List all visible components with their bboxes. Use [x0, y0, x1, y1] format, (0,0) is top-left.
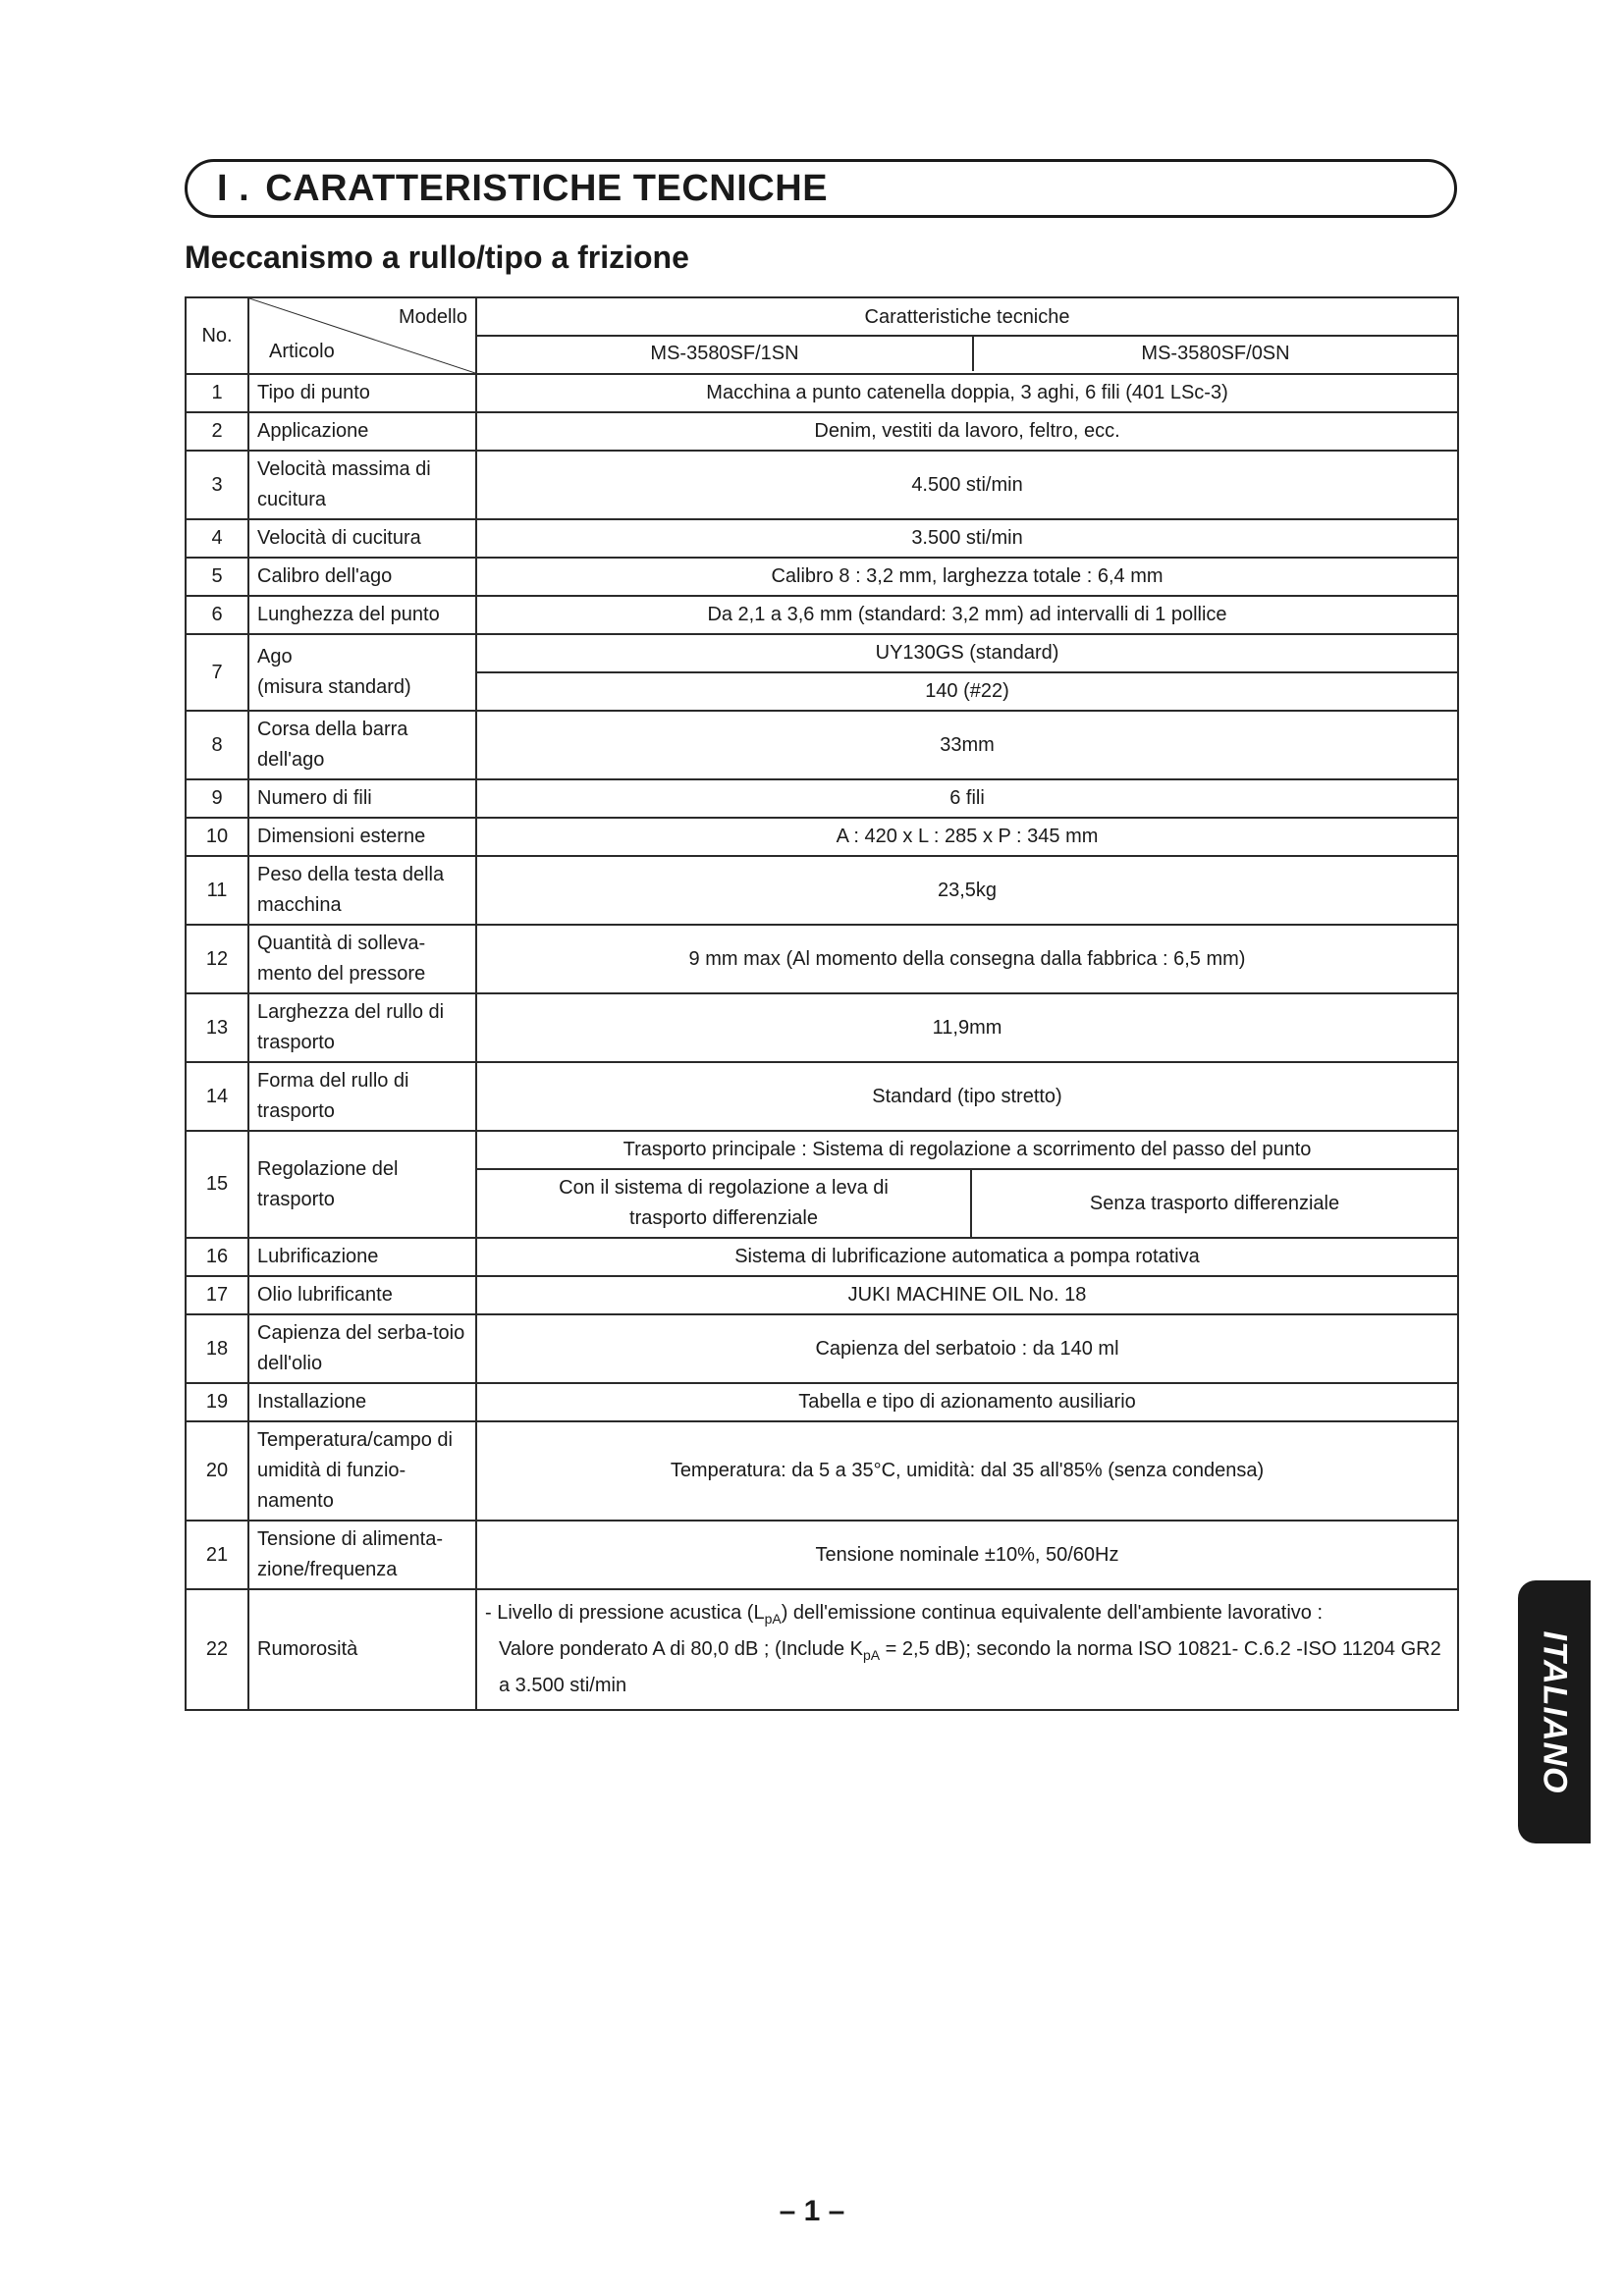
table-row [186, 1131, 1458, 1169]
row-item: Tipo di punto [248, 374, 476, 412]
subtitle: Meccanismo a rullo/tipo a frizione [185, 240, 689, 275]
row-item: Velocità massima di cucitura [248, 451, 476, 519]
section-title: CARATTERISTICHE TECNICHE [265, 167, 829, 209]
row-item [248, 634, 476, 711]
row-value: JUKI MACHINE OIL No. 18 [476, 1276, 1458, 1314]
page-number: – 1 – [779, 2195, 845, 2227]
row-value: 6 fili [476, 779, 1458, 818]
table-row [186, 412, 1458, 451]
row-value: 23,5kg [476, 856, 1458, 925]
table-header-row [186, 297, 1458, 374]
row-item: Capienza del serba-toio dell'olio [248, 1314, 476, 1383]
noise-text: ) dell'emissione continua equivalente dell'ambiente lavorativo : [781, 1602, 1324, 1624]
row-value: 140 (#22) [476, 672, 1458, 711]
table-row [186, 779, 1458, 818]
row-item: Lubrificazione [248, 1238, 476, 1276]
row-value: Temperatura: da 5 a 35°C, umidità: dal 35 all'85% (senza condensa) [476, 1421, 1458, 1521]
row-no: 4 [186, 519, 248, 558]
row-no: 17 [186, 1276, 248, 1314]
row-value: UY130GS (standard) [476, 634, 1458, 672]
row-no: 12 [186, 925, 248, 993]
language-tab [1518, 1580, 1591, 1843]
row-value: Standard (tipo stretto) [476, 1062, 1458, 1131]
row-item: Temperatura/campo di umidità di funzio-namento [248, 1421, 476, 1521]
table-row [186, 1383, 1458, 1421]
row-no: 18 [186, 1314, 248, 1383]
row-value: 3.500 sti/min [476, 519, 1458, 558]
row-item: Peso della testa della macchina [248, 856, 476, 925]
row-value: 33mm [476, 711, 1458, 779]
row-item: Rumorosità [248, 1589, 476, 1710]
row-value: Macchina a punto catenella doppia, 3 aghi, 6 fili (401 LSc-3) [476, 374, 1458, 412]
row-item: Forma del rullo di trasporto [248, 1062, 476, 1131]
row-no: 10 [186, 818, 248, 856]
noise-text: Valore ponderato A di 80,0 dB ; (Include K [499, 1638, 863, 1660]
row-no: 16 [186, 1238, 248, 1276]
row-item: Quantità di solleva-mento del pressore [248, 925, 476, 993]
section-title-box [185, 159, 1457, 218]
row-item: Tensione di alimenta-zione/frequenza [248, 1521, 476, 1589]
row-value: Tabella e tipo di azionamento ausiliario [476, 1383, 1458, 1421]
row-value-1sn: Con il sistema di regolazione a leva di trasporto differenziale [476, 1169, 971, 1238]
table-row [186, 818, 1458, 856]
row-no: 6 [186, 596, 248, 634]
row-value: Denim, vestiti da lavoro, feltro, ecc. [476, 412, 1458, 451]
row-no: 14 [186, 1062, 248, 1131]
header-model-1sn: MS-3580SF/1SN [477, 337, 974, 371]
noise-subscript: pA [863, 1647, 881, 1663]
row-item: Installazione [248, 1383, 476, 1421]
table-row [186, 1421, 1458, 1521]
row-no: 1 [186, 374, 248, 412]
table-row [186, 634, 1458, 672]
section-number: I . [217, 167, 250, 209]
row-item-line: (misura standard) [257, 676, 411, 698]
table-row [186, 1589, 1458, 1710]
noise-text: = 2,5 dB); secondo la norma ISO 10821- C.6.2 -ISO 11204 GR2 a 3.500 sti/min [499, 1638, 1441, 1696]
header-modello: Modello [398, 306, 467, 328]
row-no: 20 [186, 1421, 248, 1521]
row-item: Dimensioni esterne [248, 818, 476, 856]
row-no: 19 [186, 1383, 248, 1421]
row-no: 8 [186, 711, 248, 779]
row-item: Calibro dell'ago [248, 558, 476, 596]
noise-subscript: pA [764, 1611, 782, 1627]
row-no: 22 [186, 1589, 248, 1710]
language-tab-label: ITALIANO [1536, 1629, 1574, 1794]
row-value-noise [476, 1589, 1458, 1710]
row-no: 9 [186, 779, 248, 818]
row-value: Calibro 8 : 3,2 mm, larghezza totale : 6,4 mm [476, 558, 1458, 596]
row-item: Velocità di cucitura [248, 519, 476, 558]
row-no: 21 [186, 1521, 248, 1589]
row-value: Sistema di lubrificazione automatica a pompa rotativa [476, 1238, 1458, 1276]
noise-text: - Livello di pressione acustica (L [485, 1602, 765, 1624]
row-no: 15 [186, 1131, 248, 1238]
row-value: 9 mm max (Al momento della consegna dalla fabbrica : 6,5 mm) [476, 925, 1458, 993]
row-value: Capienza del serbatoio : da 140 ml [476, 1314, 1458, 1383]
table-row [186, 451, 1458, 519]
row-value: 4.500 sti/min [476, 451, 1458, 519]
row-item: Applicazione [248, 412, 476, 451]
row-no: 3 [186, 451, 248, 519]
row-no: 5 [186, 558, 248, 596]
table-row [186, 374, 1458, 412]
row-value: Da 2,1 a 3,6 mm (standard: 3,2 mm) ad intervalli di 1 pollice [476, 596, 1458, 634]
row-item: Lunghezza del punto [248, 596, 476, 634]
header-model-article [248, 297, 476, 374]
table-row [186, 711, 1458, 779]
row-value: Tensione nominale ±10%, 50/60Hz [476, 1521, 1458, 1589]
header-models-cell [476, 297, 1458, 374]
row-value-0sn: Senza trasporto differenziale [971, 1169, 1458, 1238]
header-articolo: Articolo [269, 341, 335, 362]
row-item: Olio lubrificante [248, 1276, 476, 1314]
header-caratteristiche: Caratteristiche tecniche [477, 300, 1457, 337]
table-row [186, 925, 1458, 993]
row-item: Regolazione del trasporto [248, 1131, 476, 1238]
row-value: A : 420 x L : 285 x P : 345 mm [476, 818, 1458, 856]
row-item: Corsa della barra dell'ago [248, 711, 476, 779]
table-row [186, 596, 1458, 634]
spec-table [185, 296, 1459, 1711]
row-value: 11,9mm [476, 993, 1458, 1062]
table-row [186, 1276, 1458, 1314]
table-row [186, 856, 1458, 925]
table-row [186, 1314, 1458, 1383]
row-no: 13 [186, 993, 248, 1062]
row-no: 2 [186, 412, 248, 451]
row-value: Trasporto principale : Sistema di regolazione a scorrimento del passo del punto [476, 1131, 1458, 1169]
table-row [186, 558, 1458, 596]
header-no: No. [186, 297, 248, 374]
table-row [186, 1238, 1458, 1276]
table-row [186, 1062, 1458, 1131]
row-no: 11 [186, 856, 248, 925]
row-item: Larghezza del rullo di trasporto [248, 993, 476, 1062]
row-item-line: Ago [257, 646, 293, 667]
table-row [186, 993, 1458, 1062]
row-item: Numero di fili [248, 779, 476, 818]
row-no: 7 [186, 634, 248, 711]
header-model-0sn: MS-3580SF/0SN [1141, 343, 1290, 364]
table-row [186, 519, 1458, 558]
table-row [186, 1521, 1458, 1589]
